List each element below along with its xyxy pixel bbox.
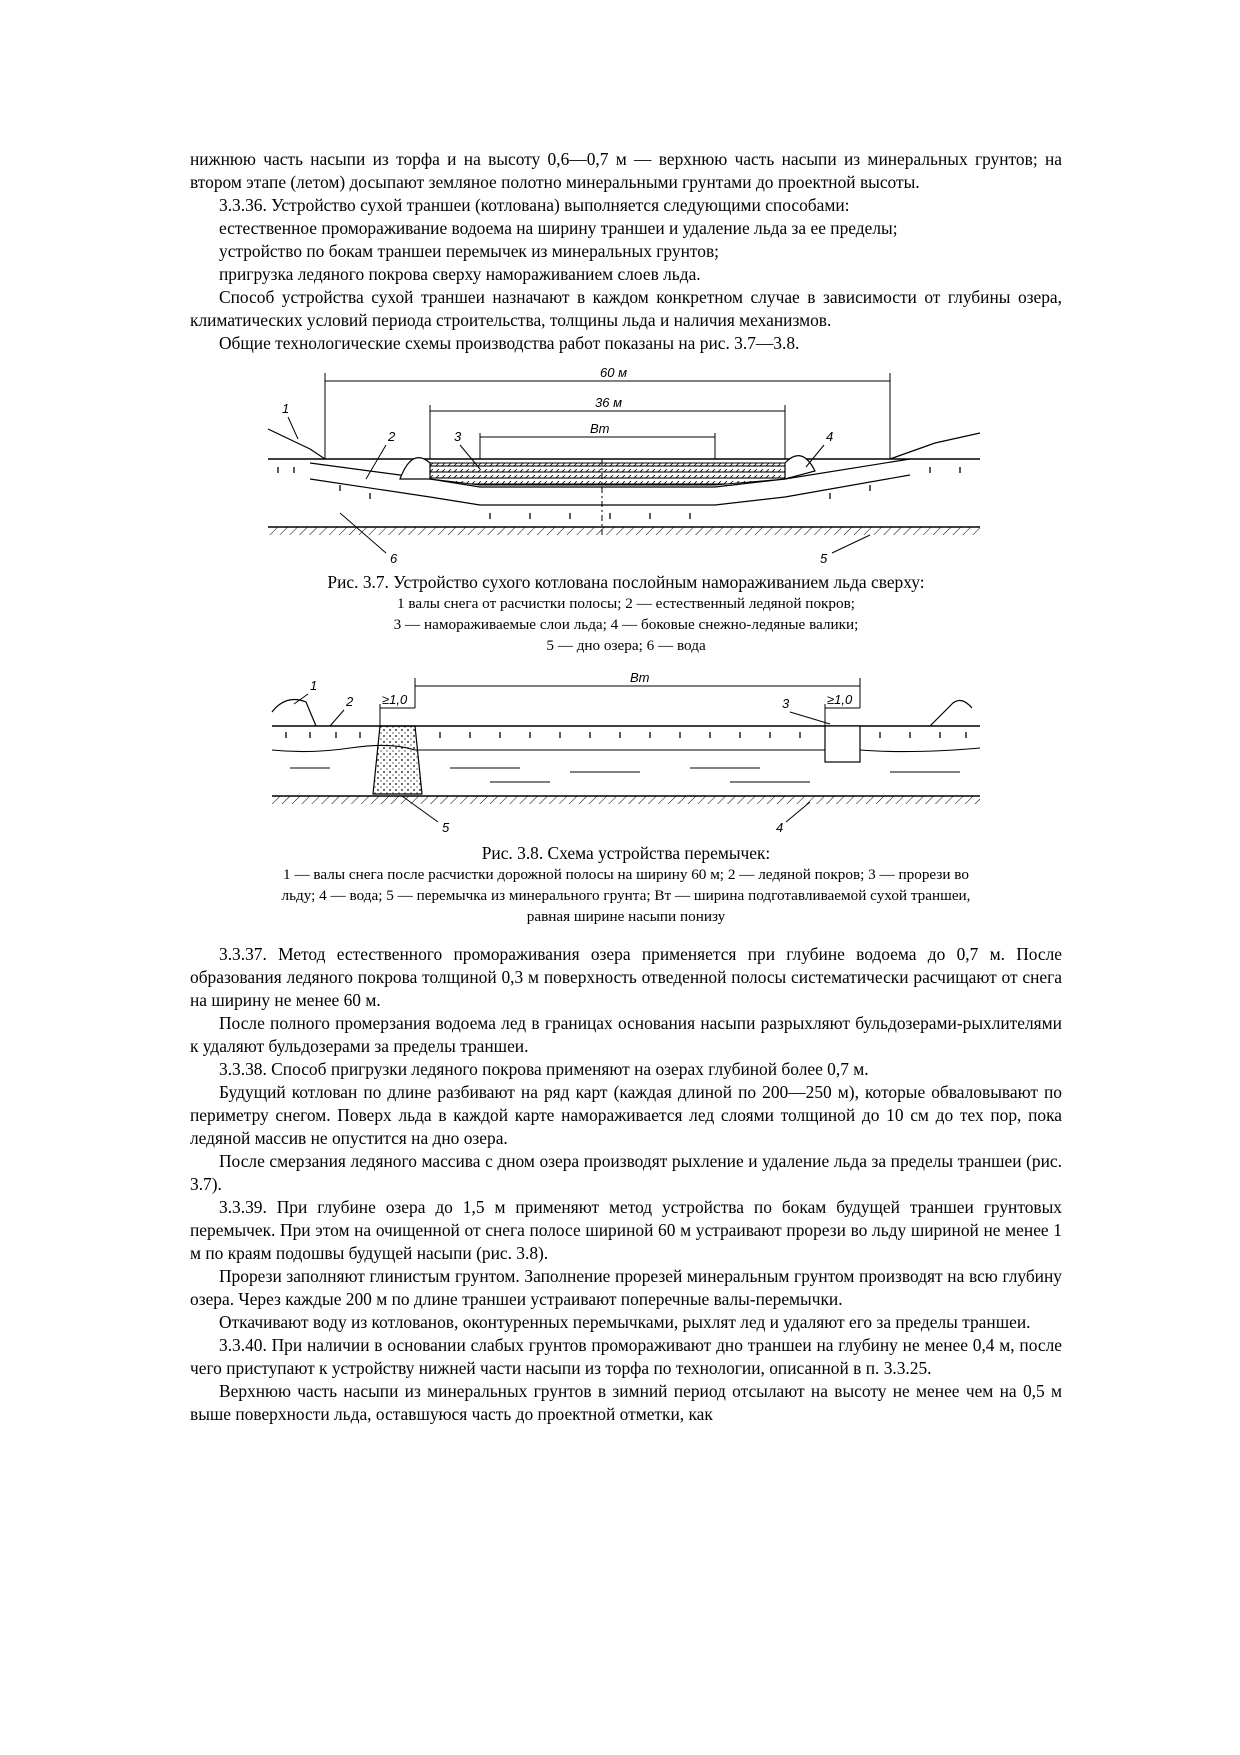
paragraph: пригрузка ледяного покрова сверху намораживанием слоев льда.	[219, 264, 701, 284]
paragraph: 3.3.39. При глубине озера до 1,5 м применяют метод устройства по бокам будущей траншеи грунтовых перемычек. При этом на очищенной от снега полосе шириной 60 м устраивают прорези во льду шириной не менее 1 м по краям подошвы будущей насыпи (рис. 3.8).	[190, 1197, 1062, 1263]
callout-number: 2	[388, 429, 396, 444]
figure-3-8-drawing	[190, 668, 1062, 836]
figure-3-7-legend-line: 5 — дно озера; 6 — вода	[546, 637, 706, 654]
document-page	[190, 148, 1062, 1426]
paragraph: Общие технологические схемы производства работ показаны на рис. 3.7—3.8.	[219, 333, 800, 353]
figure-3-7-drawing	[190, 367, 1062, 565]
dimension-label: ≥1,0	[827, 692, 853, 707]
dimension-label: 60 м	[600, 367, 627, 380]
text-block-top	[190, 148, 1062, 355]
paragraph: Способ устройства сухой траншеи назначают в каждом конкретном случае в зависимости от глубины озера, климатических условий периода строительства, толщины льда и наличия механизмов.	[190, 287, 1062, 330]
dimension-label: ≥1,0	[382, 692, 408, 707]
figure-3-8-legend-line: льду; 4 — вода; 5 — перемычка из минерального грунта; Вт — ширина подготавливаемой сухой траншеи,	[281, 887, 971, 904]
dimension-label: Bт	[590, 421, 610, 436]
figure-3-7-caption: Рис. 3.7. Устройство сухого котлована послойным намораживанием льда сверху:	[327, 572, 925, 592]
paragraph: 3.3.36. Устройство сухой траншеи (котлована) выполняется следующими способами:	[219, 195, 850, 215]
dimension-label: Bт	[630, 670, 650, 685]
paragraph: устройство по бокам траншеи перемычек из минеральных грунтов;	[219, 241, 719, 261]
callout-number: 6	[390, 551, 398, 565]
figure-3-8	[190, 668, 1062, 836]
callout-number: 4	[826, 429, 834, 444]
text-block-bottom	[190, 943, 1062, 1426]
figure-3-7-legend-line: 3 — намораживаемые слои льда; 4 — боковые снежно-ледяные валики;	[393, 616, 859, 633]
paragraph: После полного промерзания водоема лед в границах основания насыпи разрыхляют бульдозерами-рыхлителями к удаляют бульдозерами за пределы траншеи.	[190, 1013, 1062, 1056]
paragraph: 3.3.37. Метод естественного промораживания озера применяется при глубине водоема до 0,7 м. После образования ледяного покрова толщиной 0,3 м поверхность отведенной полосы систематически расчищают от снега на ширину не менее 60 м.	[190, 944, 1062, 1010]
paragraph: Верхнюю часть насыпи из минеральных грунтов в зимний период отсылают на высоту не менее чем на 0,5 м выше поверхности льда, оставшуюся часть до проектной отметки, как	[190, 1381, 1062, 1424]
paragraph: нижнюю часть насыпи из торфа и на высоту 0,6—0,7 м — верхнюю часть насыпи из минеральных грунтов; на втором этапе (летом) досыпают земляное полотно минеральными грунтами до проектной высоты.	[190, 149, 1062, 192]
callout-number: 3	[454, 429, 462, 444]
paragraph: Будущий котлован по длине разбивают на ряд карт (каждая длиной по 200—250 м), которые обваловывают по периметру снегом. Поверх льда в каждой карте намораживается лед слоями толщиной до 10 см до тех пор, пока ледяной массив не опустится на дно озера.	[190, 1082, 1062, 1148]
paragraph: 3.3.38. Способ пригрузки ледяного покрова применяют на озерах глубиной более 0,7 м.	[219, 1059, 869, 1079]
paragraph: естественное промораживание водоема на ширину траншеи и удаление льда за ее пределы;	[219, 218, 898, 238]
figure-3-8-legend-line: равная ширине насыпи понизу	[526, 908, 726, 925]
figure-3-7	[190, 367, 1062, 565]
callout-number: 4	[776, 820, 784, 835]
paragraph: После смерзания ледяного массива с дном озера производят рыхление и удаление льда за пределы траншеи (рис. 3.7).	[190, 1151, 1062, 1194]
callout-number: 1	[310, 678, 318, 693]
paragraph: Откачивают воду из котлованов, оконтуренных перемычками, рыхлят лед и удаляют его за пределы траншеи.	[219, 1312, 1031, 1332]
paragraph: 3.3.40. При наличии в основании слабых грунтов промораживают дно траншеи на глубину не менее 0,4 м, после чего приступают к устройству нижней части насыпи из торфа по технологии, описанной в п. 3.3.25.	[190, 1335, 1062, 1378]
callout-number: 5	[820, 551, 828, 565]
callout-number: 2	[346, 694, 354, 709]
callout-number: 5	[442, 820, 450, 835]
paragraph: Прорези заполняют глинистым грунтом. Заполнение прорезей минеральным грунтом производят на всю глубину озера. Через каждые 200 м по длине траншеи устраивают поперечные валы-перемычки.	[190, 1266, 1062, 1309]
figure-3-8-legend-line: 1 — валы снега после расчистки дорожной полосы на ширину 60 м; 2 — ледяной покров; 3 — прорези во	[283, 866, 969, 883]
dimension-label: 36 м	[595, 395, 622, 410]
figure-3-7-legend-line: 1 валы снега от расчистки полосы; 2 — естественный ледяной покров;	[396, 595, 855, 612]
callout-number: 3	[782, 696, 790, 711]
callout-number: 1	[282, 401, 290, 416]
figure-3-8-caption: Рис. 3.8. Схема устройства перемычек:	[481, 843, 771, 863]
